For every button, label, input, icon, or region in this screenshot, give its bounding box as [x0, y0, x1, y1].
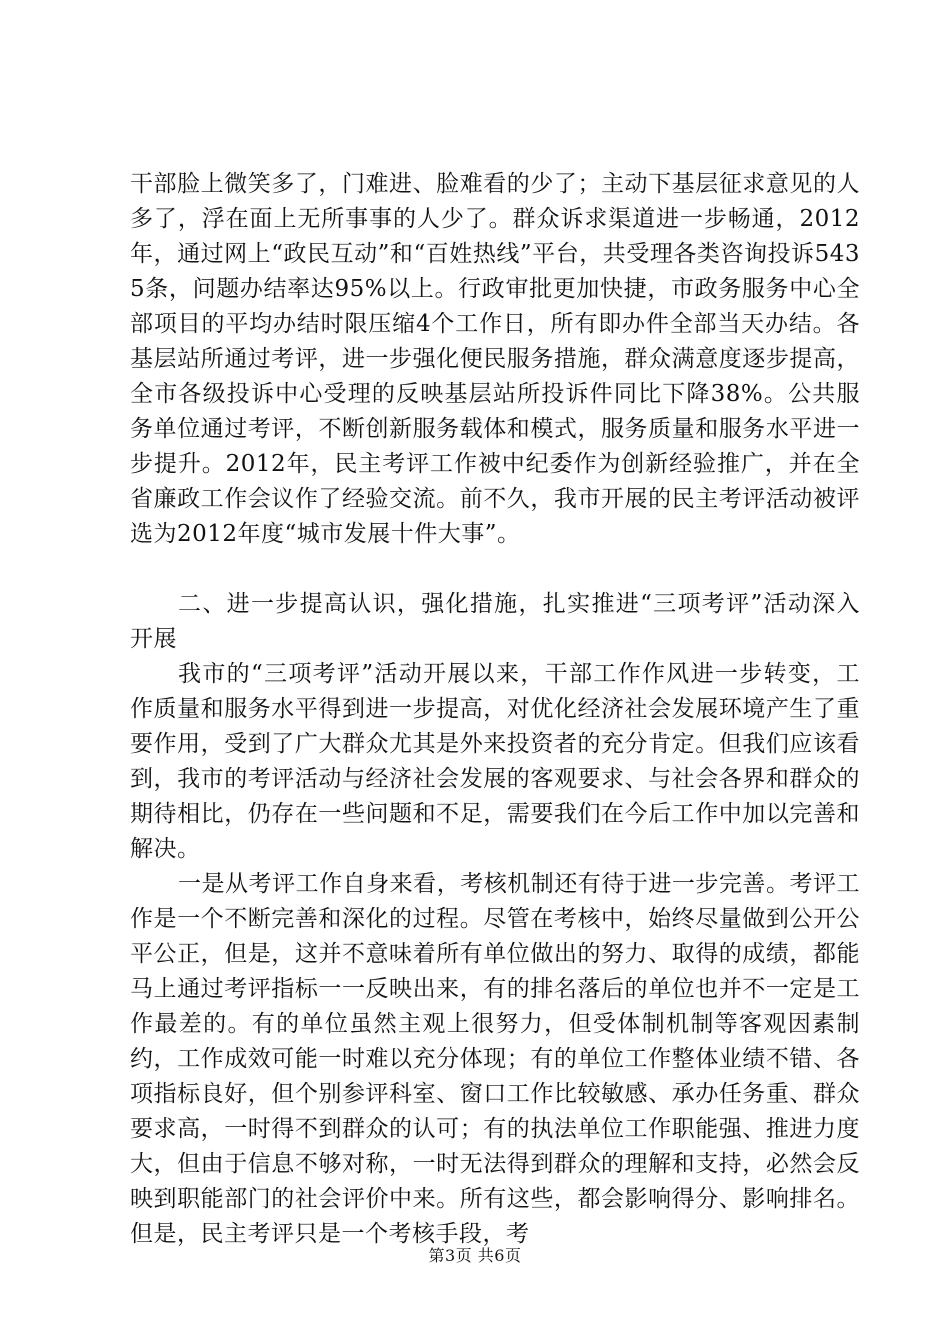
document-body: [130, 167, 860, 1252]
paragraph-spacer: [130, 552, 860, 587]
page-number: 第3页 共6页: [428, 1246, 522, 1265]
section-heading: 二、进一步提高认识，强化措施，扎实推进“三项考评”活动深入开展: [130, 591, 860, 652]
paragraph-results: 干部脸上微笑多了，门难进、脸难看的少了；主动下基层征求意见的人多了，浮在面上无所事事的人少了。群众诉求渠道进一步畅通，2012年，通过网上“政民互动”和“百姓热线”平台，共受理各类咨询投诉5435条，问题办结率达95%以上。行政审批更加快捷，市政务服务中心全部项目的平均办结时限压缩4个工作日，所有即办件全部当天办结。各基层站所通过考评，进一步强化便民服务措施，群众满意度逐步提高，全市各级投诉中心受理的反映基层站所投诉件同比下降38%。公共服务单位通过考评，不断创新服务载体和模式，服务质量和服务水平进一步提升。2012年，民主考评工作被中纪委作为创新经验推广，并在全省廉政工作会议作了经验交流。前不久，我市开展的民主考评活动被评选为2012年度“城市发展十件大事”。: [130, 171, 860, 547]
paragraph-mechanism: 一是从考评工作自身来看，考核机制还有待于进一步完善。考评工作是一个不断完善和深化的过程。尽管在考核中，始终尽量做到公开公平公正，但是，这并不意味着所有单位做出的努力、取得的成绩，都能马上通过考评指标一一反映出来，有的排名落后的单位也并不一定是工作最差的。有的单位虽然主观上很努力，但受体制机制等客观因素制约，工作成效可能一时难以充分体现；有的单位工作整体业绩不错、各项指标良好，但个别参评科室、窗口工作比较敏感、承办任务重、群众要求高，一时得不到群众的认可；有的执法单位工作职能强、推进力度大，但由于信息不够对称，一时无法得到群众的理解和支持，必然会反映到职能部门的社会评价中来。所有这些，都会影响得分、影响排名。但是，民主考评只是一个考核手段，考: [130, 871, 860, 1247]
paragraph-overview: 我市的“三项考评”活动开展以来，干部工作作风进一步转变，工作质量和服务水平得到进一步提高，对优化经济社会发展环境产生了重要作用，受到了广大群众尤其是外来投资者的充分肯定。但我们应该看到，我市的考评活动与经济社会发展的客观要求、与社会各界和群众的期待相比，仍存在一些问题和不足，需要我们在今后工作中加以完善和解决。: [130, 661, 860, 862]
